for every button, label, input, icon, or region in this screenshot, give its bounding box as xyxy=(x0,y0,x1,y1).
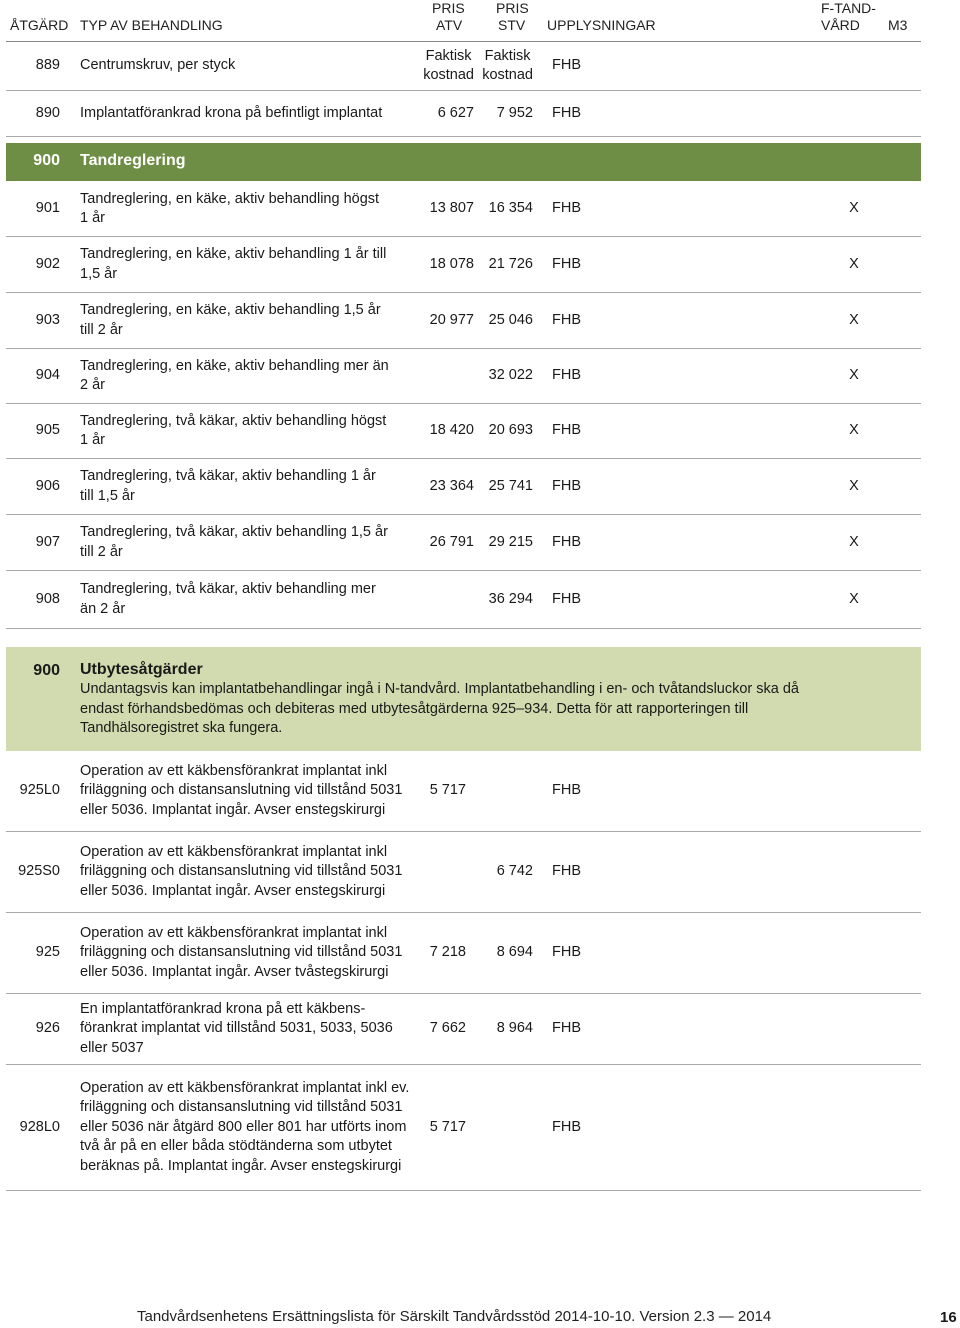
row-desc: En implantatförankrad krona på ett käkbens-förankrat implantat vid tillstånd 5031, 5033, 5036 eller 5037 xyxy=(80,1000,393,1056)
row-desc: Tandreglering, en käke, aktiv behandling 1,5 år till 2 år xyxy=(80,302,381,338)
row-stv: 16 354 xyxy=(488,200,533,217)
table-row xyxy=(6,832,921,913)
row-atv: 5 717 xyxy=(429,1118,466,1135)
section-note: Undantagsvis kan implantatbehandlingar ingå i N-tandvård. Implantatbehandling i en- och tvåtandsluckor ska då endast förhandsbedömas och debiteras med utbytesåtgärderna 925–934. Detta för att rapporteringen till Tandhälsoregistret ska fungera. xyxy=(80,681,799,736)
row-info: FHB xyxy=(552,57,581,74)
page-footer: Tandvårdsenhetens Ersättningslista för Särskilt Tandvårdsstöd 2014-10-10. Version 2.3 — 2014 xyxy=(137,1308,772,1325)
row-code: 903 xyxy=(35,311,60,328)
row-atv: 18 420 xyxy=(429,422,474,439)
row-ftand: X xyxy=(849,367,859,384)
row-atv xyxy=(411,571,474,628)
row-info: FHB xyxy=(552,255,581,272)
header-pris-atv-1: PRIS xyxy=(432,0,465,16)
row-desc: Implantatförankrad krona på befintligt implantat xyxy=(80,104,383,121)
row-stv: 8 694 xyxy=(496,944,533,961)
row-desc: Tandreglering, två käkar, aktiv behandling 1,5 år till 2 år xyxy=(80,524,388,560)
row-stv: 36 294 xyxy=(488,590,533,607)
table-row xyxy=(6,459,921,515)
table-row xyxy=(6,751,921,832)
row-stv xyxy=(476,1065,533,1190)
row-stv: 8 964 xyxy=(496,1020,533,1037)
row-info: FHB xyxy=(552,1118,581,1135)
table-header xyxy=(6,0,921,42)
section-header-utbytesatgarder xyxy=(6,647,921,751)
row-info: FHB xyxy=(552,200,581,217)
row-info: FHB xyxy=(552,104,581,121)
row-desc: Tandreglering, två käkar, aktiv behandling 1 år till 1,5 år xyxy=(80,468,376,504)
row-ftand: X xyxy=(849,255,859,272)
row-desc: Tandreglering, två käkar, aktiv behandling högst 1 år xyxy=(80,412,387,448)
row-code: 906 xyxy=(35,477,60,494)
table-row xyxy=(6,91,921,137)
row-desc: Operation av ett käkbensförankrat implantat inkl friläggning och distansanslutning vid tillstånd 5031 eller 5036. Implantat ingår. Avser enstegskirurgi xyxy=(80,843,403,899)
row-stv: 7 952 xyxy=(496,104,533,121)
row-desc: Centrumskruv, per styck xyxy=(80,57,236,74)
row-desc: Tandreglering, två käkar, aktiv behandling mer än 2 år xyxy=(80,581,376,617)
row-desc: Operation av ett käkbensförankrat implantat inkl friläggning och distansanslutning vid tillstånd 5031 eller 5036. Implantat ingår. Avser enstegskirurgi xyxy=(80,762,403,818)
header-ftand-1: F-TAND- xyxy=(821,0,876,16)
row-stv xyxy=(476,751,533,831)
row-code: 902 xyxy=(35,255,60,272)
table-row xyxy=(6,237,921,293)
price-table xyxy=(6,0,921,1191)
table-row xyxy=(6,994,921,1065)
header-ftand-2: VÅRD xyxy=(821,17,860,33)
row-atv: 23 364 xyxy=(429,477,474,494)
row-stv: 6 742 xyxy=(496,863,533,880)
row-stv: 32 022 xyxy=(488,367,533,384)
row-atv-line1: Faktisk xyxy=(425,48,472,64)
row-stv: 25 741 xyxy=(488,477,533,494)
row-info: FHB xyxy=(552,782,581,799)
row-desc: Operation av ett käkbensförankrat implantat inkl friläggning och distansanslutning vid tillstånd 5031 eller 5036. Implantat ingår. Avser tvåstegskirurgi xyxy=(80,924,403,980)
row-ftand: X xyxy=(849,311,859,328)
row-stv-line2: kostnad xyxy=(482,67,533,83)
section-title: Utbytesåtgärder xyxy=(80,661,203,678)
row-info: FHB xyxy=(552,422,581,439)
row-code: 925S0 xyxy=(18,863,60,880)
row-atv: 6 627 xyxy=(437,104,474,121)
row-info: FHB xyxy=(552,590,581,607)
row-code: 925L0 xyxy=(19,782,60,799)
row-atv: 7 662 xyxy=(429,1020,466,1037)
table-row xyxy=(6,404,921,459)
row-desc: Tandreglering, en käke, aktiv behandling mer än 2 år xyxy=(80,357,389,393)
header-typ: TYP AV BEHANDLING xyxy=(80,17,223,33)
row-info: FHB xyxy=(552,477,581,494)
row-atv: 7 218 xyxy=(429,944,466,961)
row-atv-line2: kostnad xyxy=(423,67,474,83)
row-stv: 21 726 xyxy=(488,255,533,272)
row-ftand: X xyxy=(849,533,859,550)
header-pris-stv-2: STV xyxy=(498,17,526,33)
row-info: FHB xyxy=(552,311,581,328)
table-row xyxy=(6,42,921,91)
row-desc: Tandreglering, en käke, aktiv behandling högst 1 år xyxy=(80,190,380,226)
table-row xyxy=(6,515,921,571)
header-m3: M3 xyxy=(888,17,908,33)
row-atv: 5 717 xyxy=(429,782,466,799)
table-row xyxy=(6,571,921,629)
table-row xyxy=(6,1065,921,1191)
row-stv: 29 215 xyxy=(488,533,533,550)
table-row xyxy=(6,182,921,237)
row-atv: 13 807 xyxy=(429,200,474,217)
row-code: 889 xyxy=(35,57,60,74)
row-ftand: X xyxy=(849,200,859,217)
row-code: 926 xyxy=(35,1020,60,1037)
row-code: 901 xyxy=(35,200,60,217)
row-info: FHB xyxy=(552,863,581,880)
row-code: 928L0 xyxy=(19,1118,60,1135)
row-code: 890 xyxy=(35,104,60,121)
row-atv: 20 977 xyxy=(429,311,474,328)
row-code: 908 xyxy=(35,590,60,607)
row-stv: 20 693 xyxy=(488,422,533,439)
section-code: 900 xyxy=(33,152,60,169)
row-stv: 25 046 xyxy=(488,311,533,328)
section-title: Tandreglering xyxy=(80,152,186,169)
row-atv xyxy=(411,42,474,90)
row-info: FHB xyxy=(552,367,581,384)
row-atv: 18 078 xyxy=(429,255,474,272)
header-upplysningar: UPPLYSNINGAR xyxy=(547,17,656,33)
row-atv xyxy=(411,832,466,912)
row-code: 907 xyxy=(35,533,60,550)
row-code: 925 xyxy=(35,944,60,961)
row-code: 905 xyxy=(35,422,60,439)
table-row xyxy=(6,293,921,349)
header-atgard: ÅTGÄRD xyxy=(10,17,69,33)
row-desc: Tandreglering, en käke, aktiv behandling 1 år till 1,5 år xyxy=(80,246,387,282)
row-atv xyxy=(411,349,474,403)
row-info: FHB xyxy=(552,1020,581,1037)
section-header-tandreglering xyxy=(6,143,921,182)
row-ftand: X xyxy=(849,477,859,494)
row-info: FHB xyxy=(552,944,581,961)
row-stv-line1: Faktisk xyxy=(484,48,531,64)
row-ftand: X xyxy=(849,422,859,439)
row-desc: Operation av ett käkbensförankrat implantat inkl ev. friläggning och distansanslutning vid tillstånd 5031 eller 5036 när åtgärd 800 eller 801 har utförts inom två år på en eller båda stödtänderna som utbytet beräknas på. Implantat ingår. Avser enstegskirurgi xyxy=(80,1079,410,1174)
header-pris-atv-2: ATV xyxy=(436,17,463,33)
section-code: 900 xyxy=(33,662,60,679)
row-atv: 26 791 xyxy=(429,533,474,550)
row-stv xyxy=(476,42,533,90)
header-pris-stv-1: PRIS xyxy=(496,0,529,16)
page-number: 16 xyxy=(940,1309,957,1326)
row-info: FHB xyxy=(552,533,581,550)
table-row xyxy=(6,349,921,404)
table-row xyxy=(6,913,921,994)
row-ftand: X xyxy=(849,590,859,607)
row-code: 904 xyxy=(35,367,60,384)
